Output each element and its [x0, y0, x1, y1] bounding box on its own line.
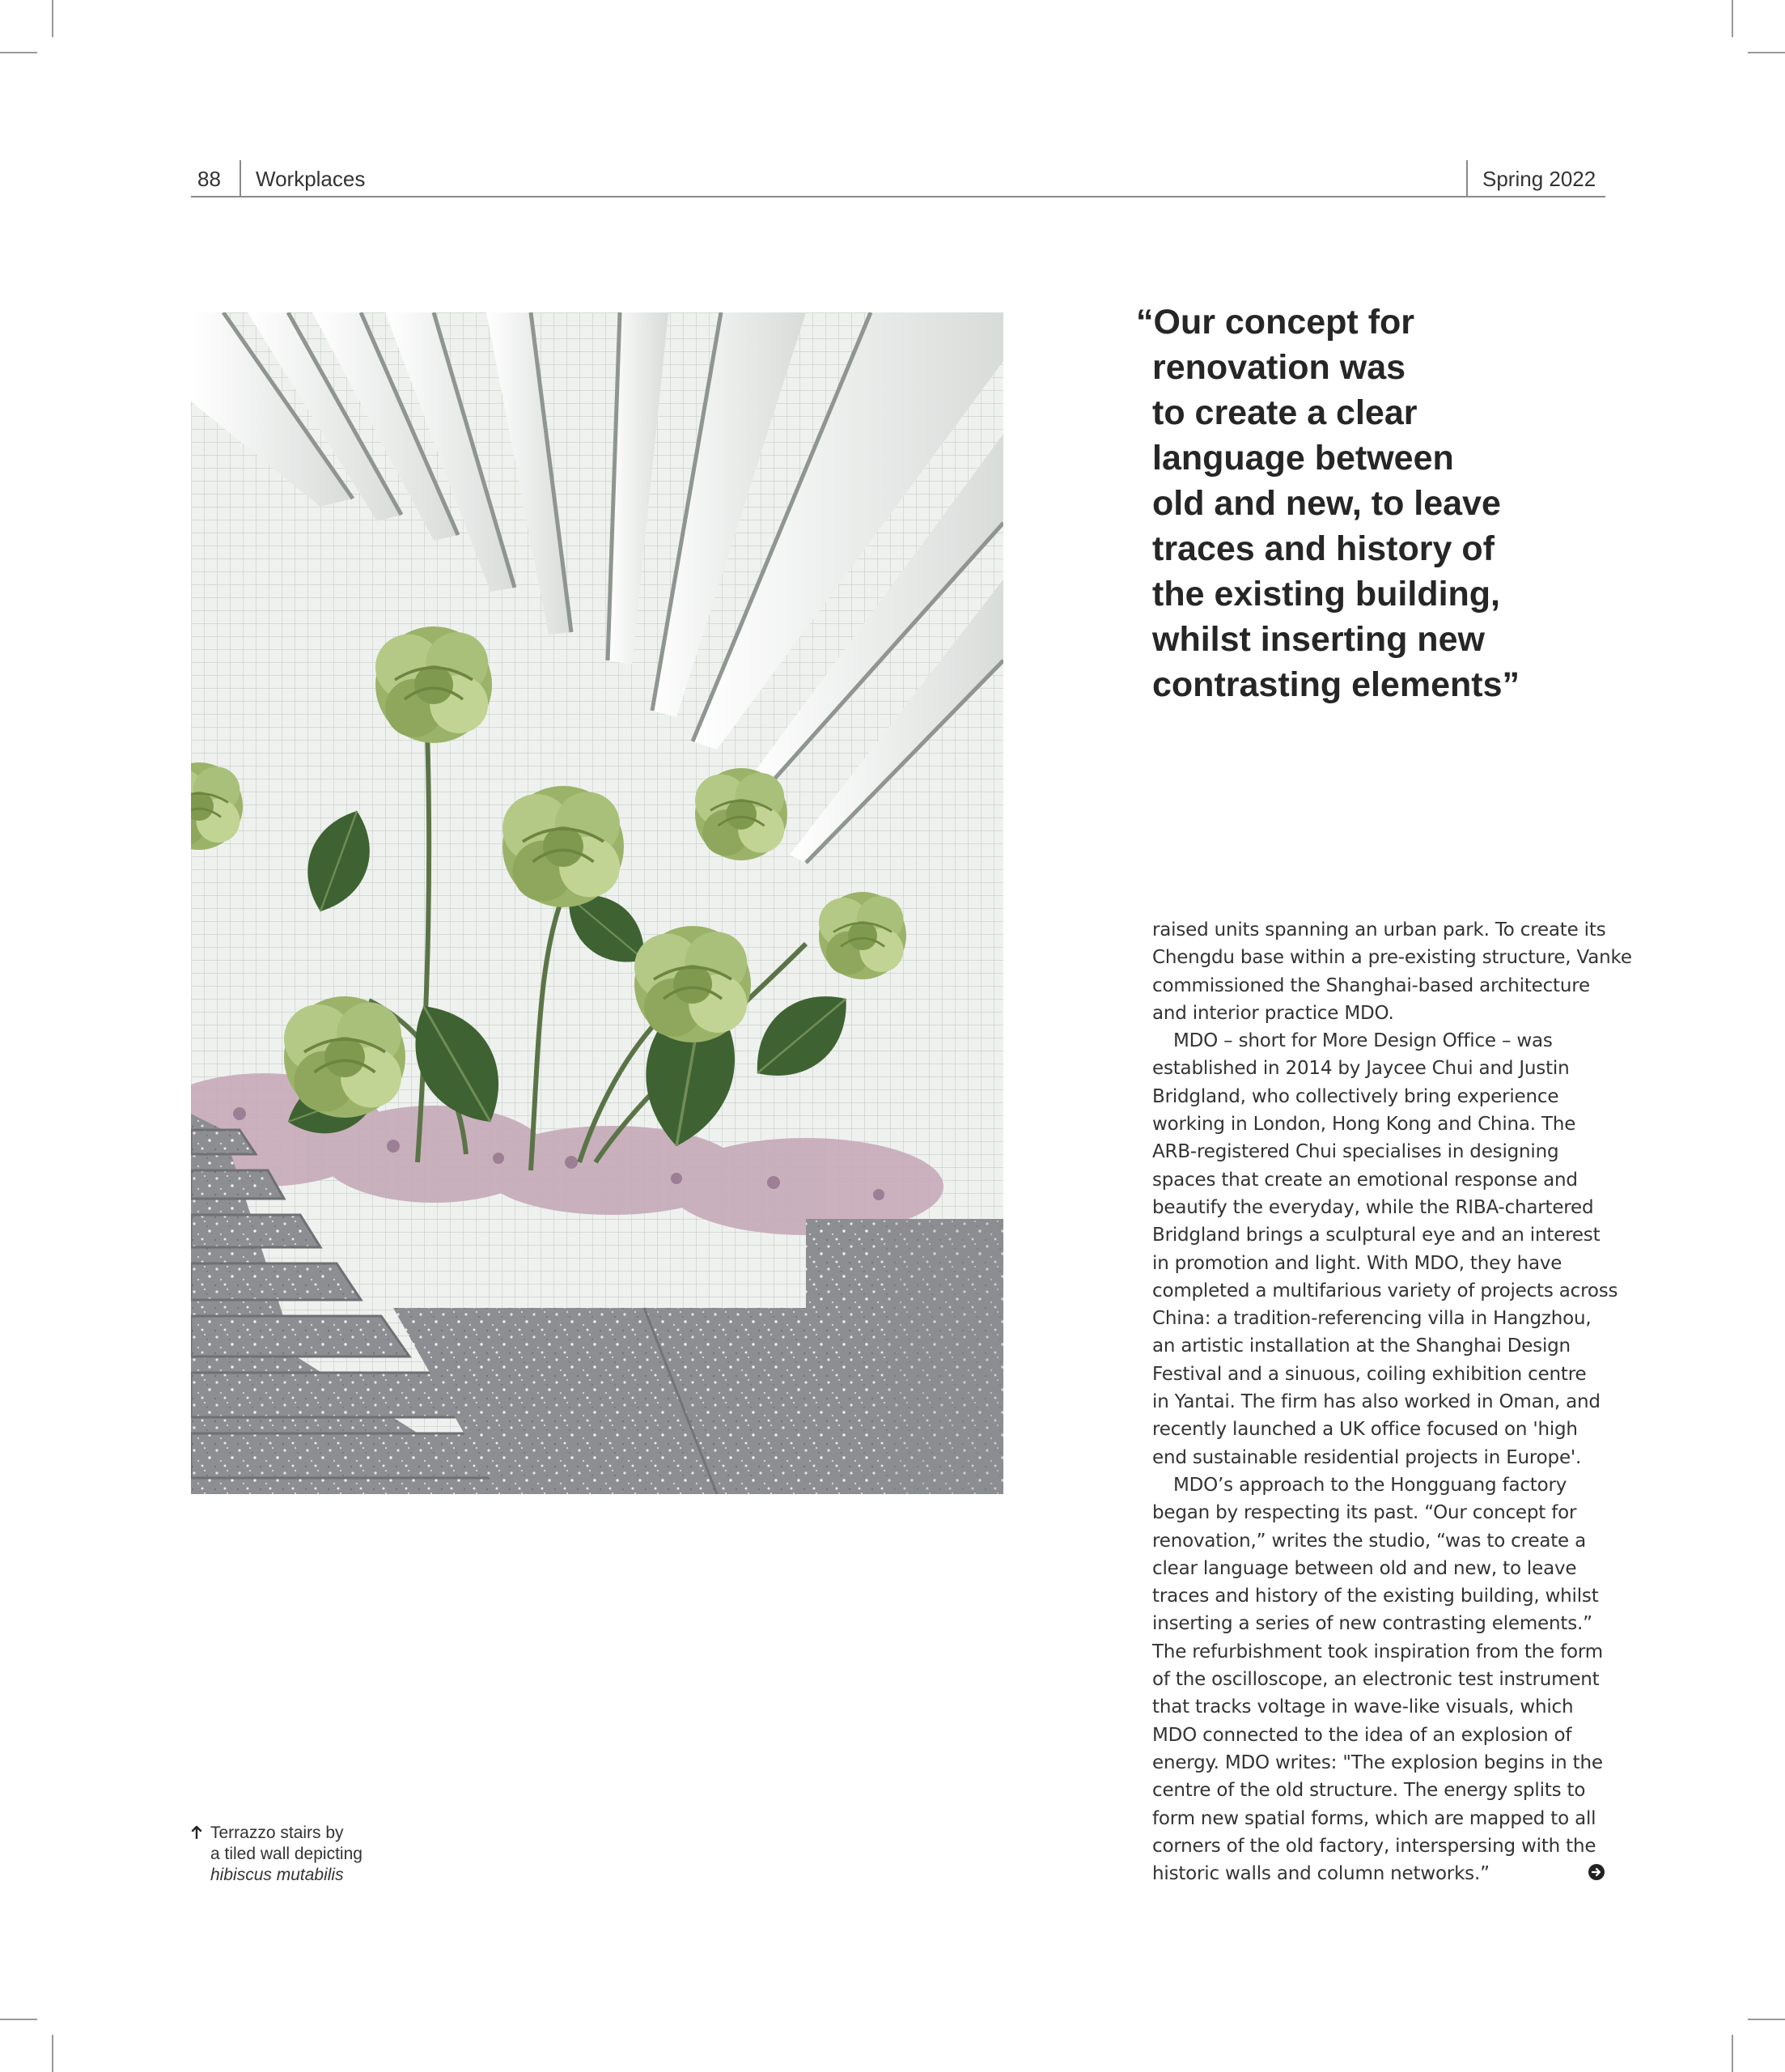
pull-quote-line: renovation was	[1152, 348, 1406, 387]
section-title: Workplaces	[256, 167, 366, 191]
running-header	[191, 160, 1605, 197]
pull-quote-line: old and new, to leave	[1152, 484, 1501, 523]
body-line: traces and history of the existing building, whilst	[1152, 1586, 1599, 1607]
body-line: established in 2014 by Jaycee Chui and Justin	[1152, 1058, 1570, 1080]
body-line: spaces that create an emotional response and	[1152, 1169, 1578, 1191]
crop-mark	[0, 2019, 37, 2020]
header-divider	[240, 160, 241, 196]
body-line: began by respecting its past. “Our concept for	[1152, 1502, 1577, 1524]
caption-line: Terrazzo stairs by	[210, 1824, 344, 1842]
body-line: inserting a series of new contrasting elements.”	[1152, 1613, 1592, 1635]
body-line: raised units spanning an urban park. To create its	[1152, 919, 1606, 940]
end-of-article-arrow-icon	[1588, 1863, 1605, 1881]
crop-mark	[0, 52, 37, 53]
body-line: in promotion and light. With MDO, they have	[1152, 1252, 1562, 1274]
crop-mark	[52, 2035, 53, 2072]
crop-mark	[1748, 2019, 1785, 2020]
pull-quote-line: traces and history of	[1152, 529, 1495, 568]
pull-quote	[1136, 299, 1589, 707]
body-line: Bridgland brings a sculptural eye and an interest	[1152, 1225, 1601, 1246]
photo-terrazzo-stairs	[191, 312, 1003, 1494]
body-line: clear language between old and new, to leave	[1152, 1557, 1577, 1579]
body-line: beautify the everyday, while the RIBA-chartered	[1152, 1196, 1594, 1218]
body-line: renovation,” writes the studio, “was to create a	[1152, 1530, 1586, 1552]
page-number: 88	[197, 167, 221, 191]
body-line: China: a tradition-referencing villa in Hangzhou,	[1152, 1308, 1592, 1330]
crop-mark	[1732, 2035, 1733, 2072]
body-line: historic walls and column networks.”	[1152, 1863, 1490, 1885]
body-line: centre of the old structure. The energy splits to	[1152, 1780, 1586, 1802]
header-divider	[1466, 160, 1468, 196]
crop-mark	[1748, 52, 1785, 53]
body-line: MDO’s approach to the Hongguang factory	[1173, 1474, 1567, 1496]
body-line: Bridgland, who collectively bring experience	[1152, 1085, 1559, 1107]
caption-line-species: hibiscus mutabilis	[210, 1866, 344, 1884]
body-line: The refurbishment took inspiration from the form	[1152, 1641, 1603, 1662]
body-line: corners of the old factory, interspersing with the	[1152, 1835, 1596, 1857]
body-line: working in London, Hong Kong and China. The	[1152, 1114, 1576, 1136]
body-line: commissioned the Shanghai-based architecture	[1152, 974, 1590, 996]
caption-line: a tiled wall depicting	[210, 1845, 363, 1863]
pull-quote-line: the existing building,	[1152, 575, 1500, 614]
article-body	[1152, 916, 1632, 1887]
body-line: Festival and a sinuous, coiling exhibition centre	[1152, 1363, 1587, 1385]
body-line: energy. MDO writes: "The explosion begins in the	[1152, 1751, 1603, 1773]
body-line: MDO – short for More Design Office – was	[1173, 1030, 1553, 1052]
body-line: form new spatial forms, which are mapped to all	[1152, 1807, 1596, 1829]
pull-quote-line: language between	[1152, 439, 1454, 478]
pull-quote-line: contrasting elements”	[1152, 665, 1520, 704]
body-line: that tracks voltage in wave-like visuals, which	[1152, 1696, 1574, 1718]
pull-quote-line: whilst inserting new	[1152, 620, 1485, 659]
body-line: Chengdu base within a pre-existing structure, Vanke	[1152, 947, 1632, 969]
arrow-up-icon	[191, 1824, 202, 1839]
crop-mark	[52, 0, 53, 37]
pull-quote-line: to create a clear	[1152, 393, 1418, 432]
body-line: MDO connected to the idea of an explosion of	[1152, 1724, 1572, 1746]
image-caption	[191, 1823, 363, 1886]
body-line: of the oscilloscope, an electronic test instrument	[1152, 1669, 1600, 1691]
body-line: ARB-registered Chui specialises in designing	[1152, 1141, 1559, 1163]
pull-quote-line: “Our concept for	[1136, 303, 1415, 342]
body-line: in Yantai. The firm has also worked in Oman, and	[1152, 1391, 1601, 1413]
body-line: recently launched a UK office focused on 'high	[1152, 1419, 1578, 1441]
body-line: end sustainable residential projects in Europe'.	[1152, 1446, 1582, 1468]
crop-mark	[1732, 0, 1733, 37]
issue-date: Spring 2022	[1482, 167, 1596, 191]
body-line: completed a multifarious variety of projects across	[1152, 1280, 1618, 1301]
body-line: and interior practice MDO.	[1152, 1002, 1394, 1024]
body-line: an artistic installation at the Shanghai Design	[1152, 1335, 1571, 1357]
